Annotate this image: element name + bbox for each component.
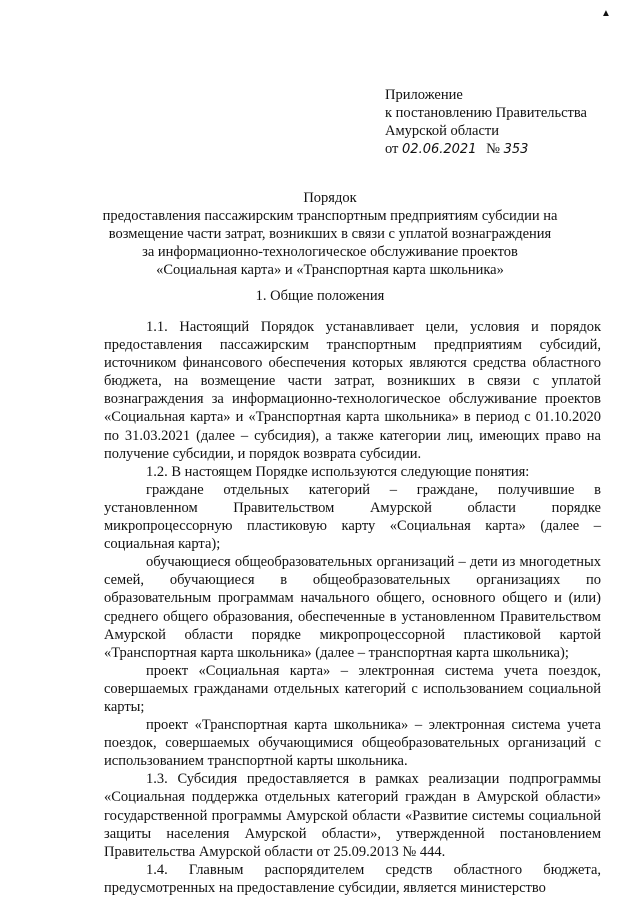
paragraph: 1.4. Главным распорядителем средств областного бюджета, предусмотренных на предоставление субсидии, является министерство	[104, 861, 601, 896]
document-title	[100, 189, 560, 279]
paragraph: обучающиеся общеобразовательных организаций – дети из многодетных семей, обучающиеся в общеобразовательных организациях по образовательным программам начального общего, основного общего и (или) среднего общего образования, обеспеченные в установленном Правительством Амурской области порядке микропроцессорной пластиковой картой «Транспортная карта школьника» (далее – транспортная карта школьника);	[104, 554, 601, 661]
paragraph: 1.1. Настоящий Порядок устанавливает цели, условия и порядок предоставления пассажирским транспортным предприятиям субсидий, источником финансового обеспечения которых являются средства областного бюджета, на возмещение части затрат, возникших в связи с уплатой вознаграждения за информационно-технологическое обслуживание проектов «Социальная карта» и «Транспортная карта школьника» в период с 01.10.2020 по 31.03.2021 (далее – субсидия), а также категории лиц, имеющих право на получение субсидии, и порядок возврата субсидии.	[104, 319, 601, 462]
title-line-2: возмещение части затрат, возникших в связи с уплатой вознаграждения	[108, 226, 552, 242]
document-body	[104, 318, 601, 897]
section-title: 1. Общие положения	[255, 288, 385, 304]
handwritten-date: 02.06.2021	[402, 142, 477, 157]
paragraph: 1.2. В настоящем Порядке используются следующие понятия:	[146, 463, 530, 480]
handwritten-number: 353	[503, 142, 529, 157]
appendix-line-1: Приложение	[385, 87, 463, 103]
number-prefix: №	[486, 141, 500, 157]
paragraph: проект «Социальная карта» – электронная система учета поездок, совершаемых гражданами отдельных категорий с использованием социальной карты;	[104, 662, 601, 715]
date-prefix: от	[385, 141, 399, 157]
appendix-date-line	[385, 140, 625, 159]
appendix-block	[385, 86, 625, 159]
paragraph: граждане отдельных категорий – граждане, получившие в установленном Правительством Амурской области порядке микропроцессорную пластиковую карту «Социальная карта» (далее – социальная карта);	[104, 481, 601, 553]
appendix-line-2: к постановлению Правительства	[385, 105, 587, 121]
title-line-1: предоставления пассажирским транспортным предприятиям субсидии на	[102, 208, 558, 224]
title-line-3: за информационно-технологическое обслуживание проектов	[142, 244, 518, 260]
paragraph: 1.3. Субсидия предоставляется в рамках реализации подпрограммы «Социальная поддержка отдельных категорий граждан в Амурской области» государственной программы Амурской области «Развитие системы социальной защиты населения Амурской области», утвержденной постановлением Правительства Амурской области от 25.09.2013 № 444.	[104, 771, 601, 860]
corner-mark: ▲	[601, 8, 611, 19]
paragraph: проект «Транспортная карта школьника» – электронная система учета поездок, совершаемых обучающимися общеобразовательных организаций с использованием транспортной карты школьника.	[104, 717, 601, 770]
title-line-4: «Социальная карта» и «Транспортная карта школьника»	[156, 262, 504, 278]
title-heading: Порядок	[303, 190, 357, 206]
appendix-line-3: Амурской области	[385, 123, 499, 139]
